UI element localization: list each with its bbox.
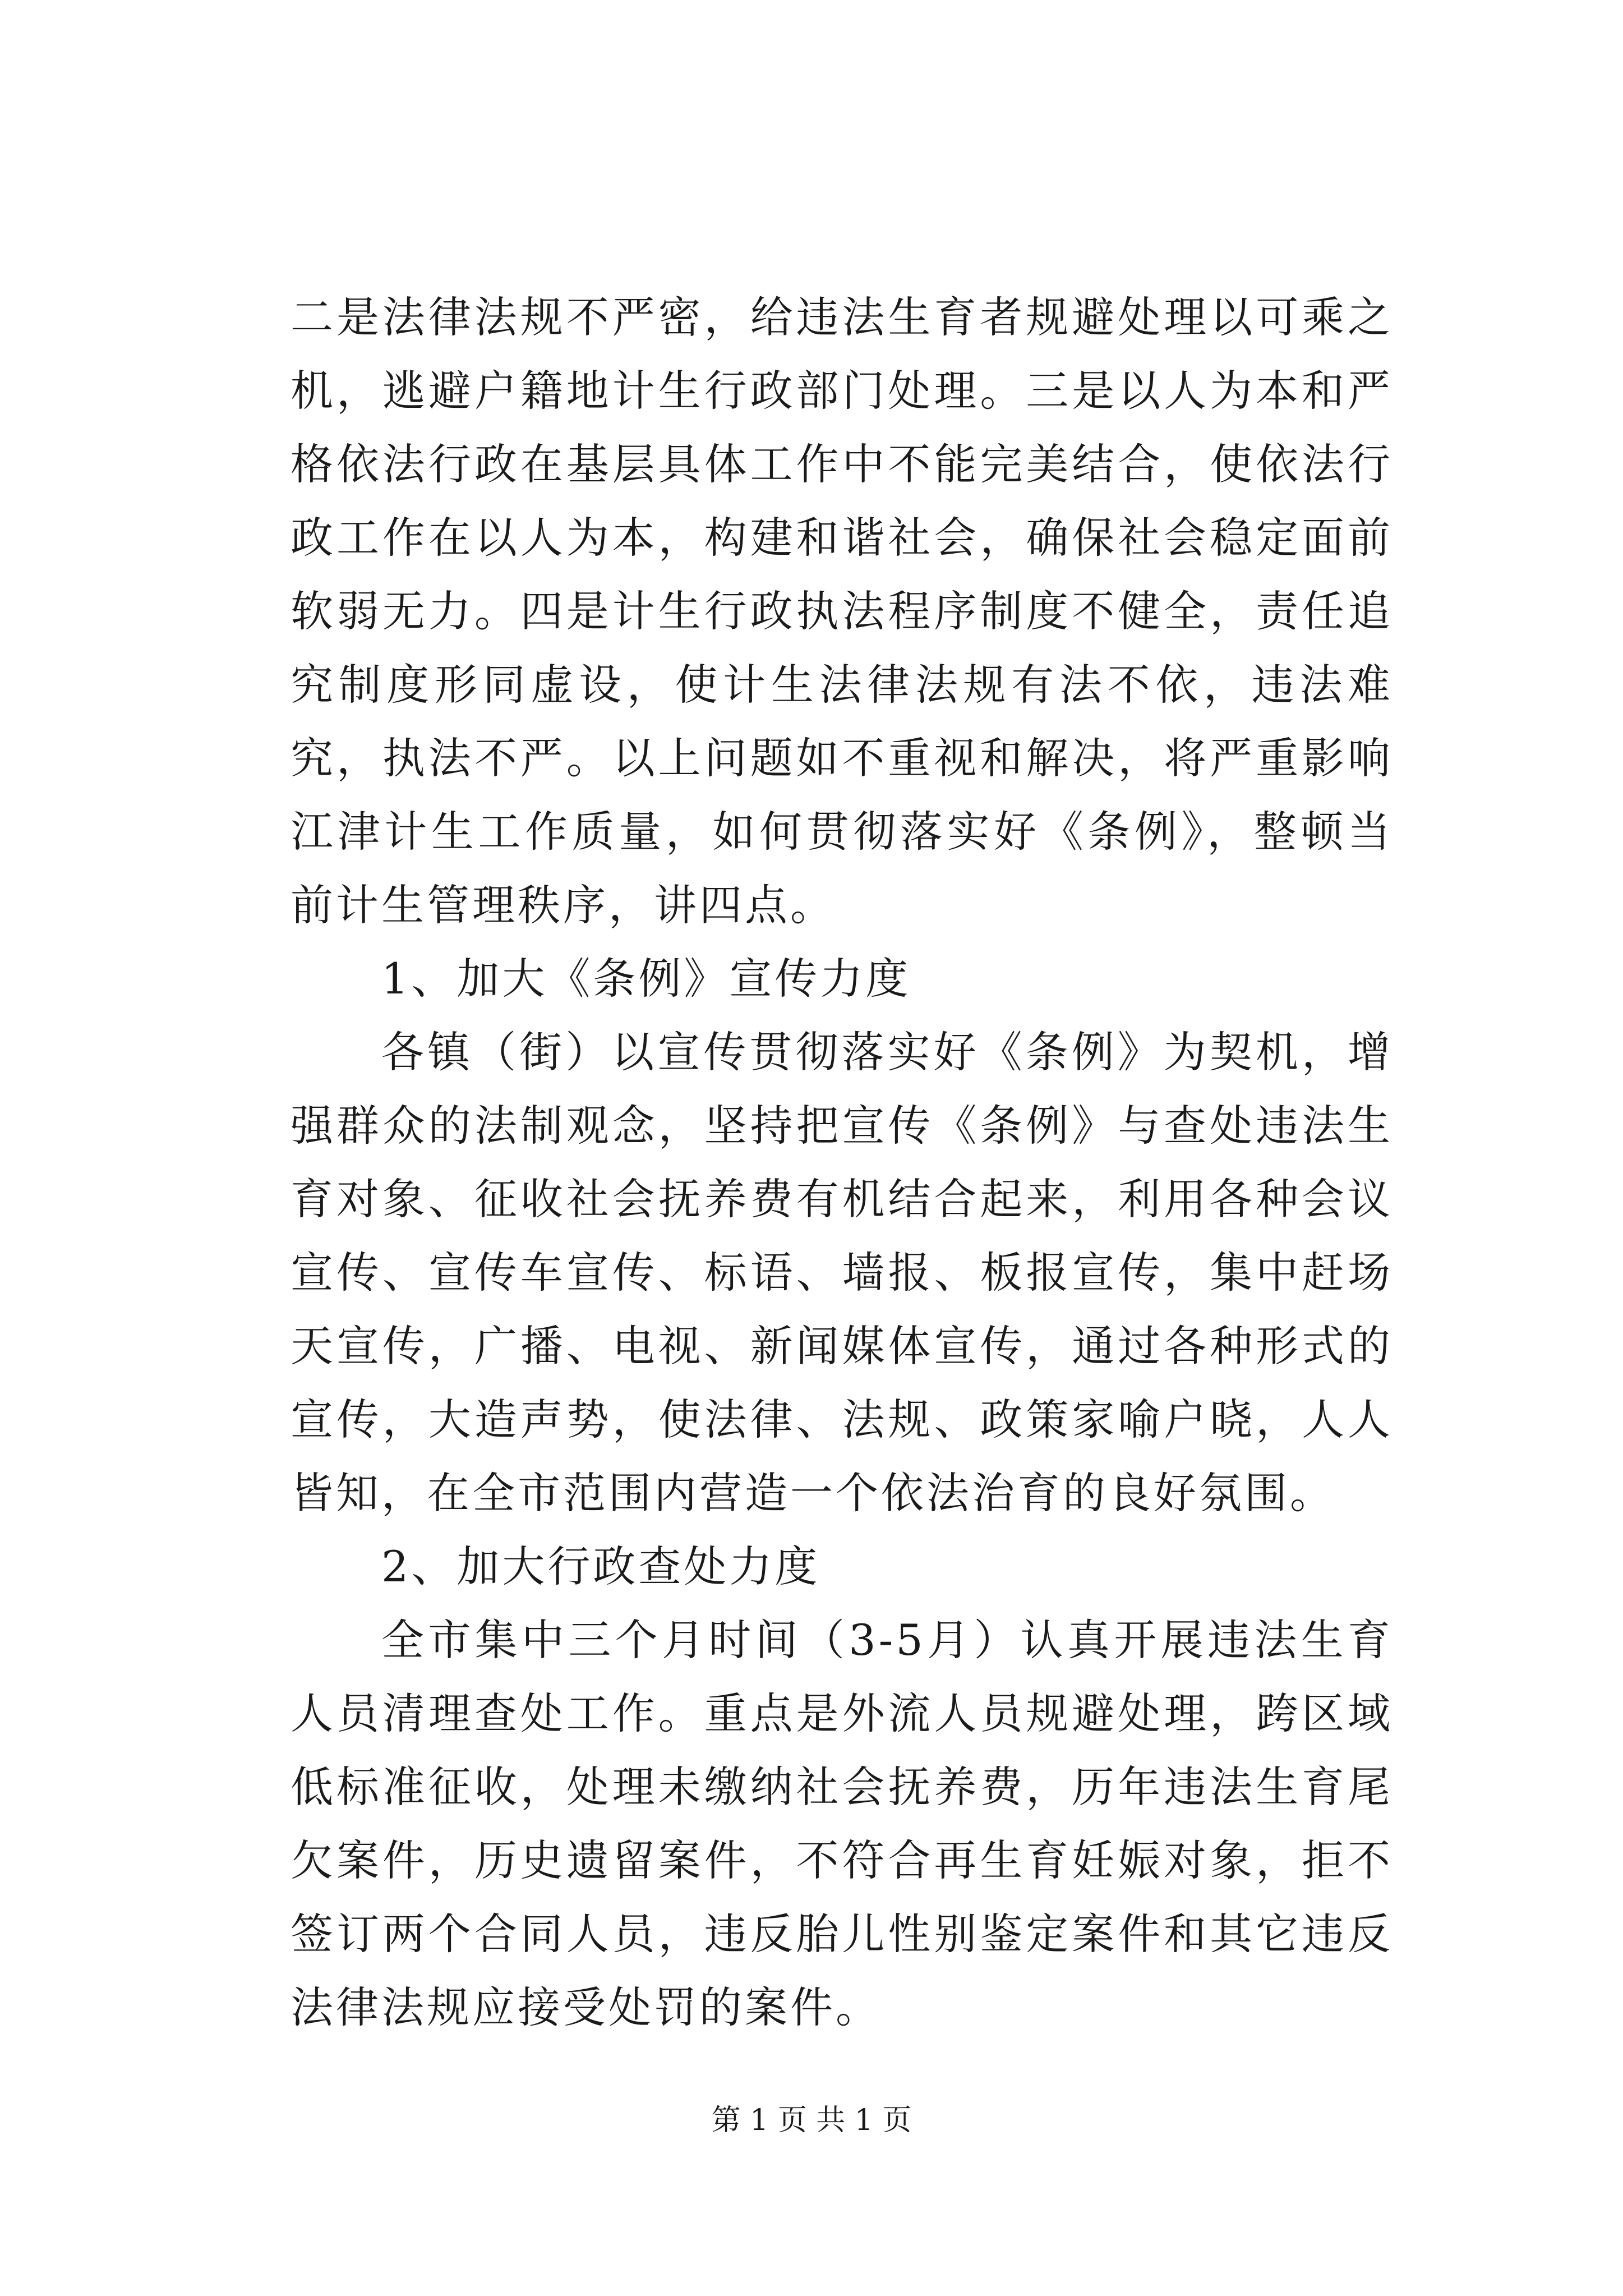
paragraph-enforcement: 全市集中三个月时间（3-5月）认真开展违法生育人员清理查处工作。重点是外流人员规避处理，跨区域低标准征收，处理未缴纳社会抚养费，历年违法生育尾欠案件，历史遗留案件，不符合再生育妊娠对象，拒不签订两个合同人员，违反胎儿性别鉴定案件和其它违反法律法规应接受处罚的案件。 <box>291 1615 1393 2032</box>
section-heading-publicity: 1、加大《条例》宣传力度 <box>381 954 911 1004</box>
page-footer: 第 1 页 共 1 页 <box>711 2104 912 2137</box>
section-heading-enforcement: 2、加大行政查处力度 <box>381 1542 820 1591</box>
document-body <box>291 280 1393 2044</box>
paragraph-problems: 二是法律法规不严密，给违法生育者规避处理以可乘之机，逃避户籍地计生行政部门处理。三是以人为本和严格依法行政在基层具体工作中不能完美结合，使依法行政工作在以人为本，构建和谐社会，确保社会稳定面前软弱无力。四是计生行政执法程序制度不健全，责任追究制度形同虚设，使计生法律法规有法不依，违法难究，执法不严。以上问题如不重视和解决，将严重影响江津计生工作质量，如何贯彻落实好《条例》，整顿当前计生管理秩序，讲四点。 <box>291 292 1393 930</box>
paragraph-publicity: 各镇（街）以宣传贯彻落实好《条例》为契机，增强群众的法制观念，坚持把宣传《条例》与查处违法生育对象、征收社会抚养费有机结合起来，利用各种会议宣传、宣传车宣传、标语、墙报、板报宣传，集中赶场天宣传，广播、电视、新闻媒体宣传，通过各种形式的宣传，大造声势，使法律、法规、政策家喻户晓，人人皆知，在全市范围内营造一个依法治育的良好氛围。 <box>291 1027 1393 1518</box>
